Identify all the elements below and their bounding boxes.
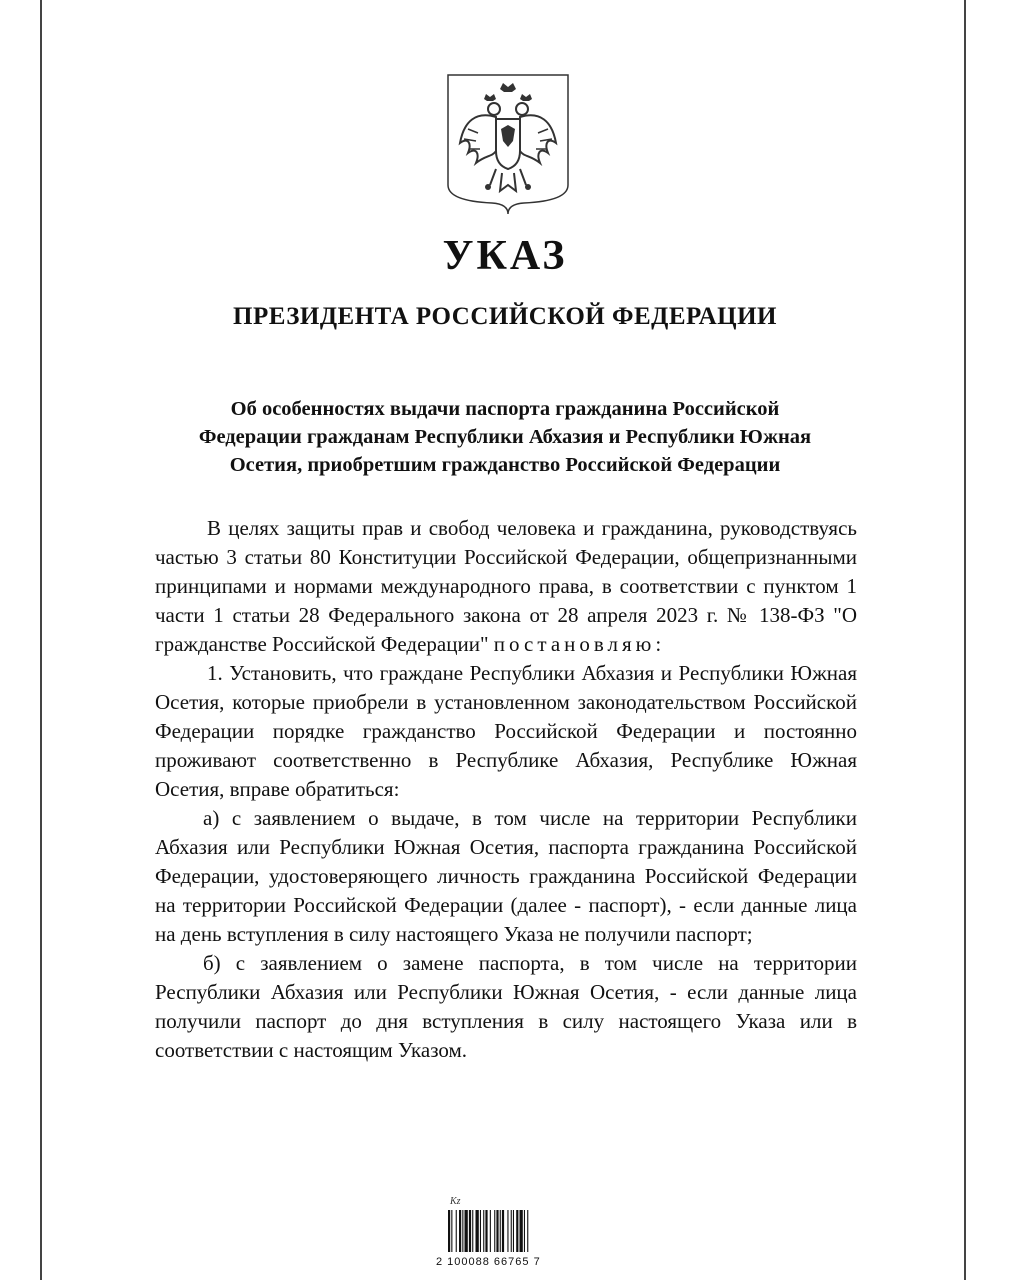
barcode-bar (451, 1210, 452, 1252)
preamble-verb: постановляю: (493, 632, 666, 656)
barcode-bar (476, 1210, 479, 1252)
barcode-bar (462, 1210, 463, 1252)
barcode-bar (502, 1210, 504, 1252)
barcode-bar (485, 1210, 487, 1252)
coat-of-arms-icon (446, 73, 570, 215)
barcode-bar (459, 1210, 461, 1252)
barcode-bar (513, 1210, 514, 1252)
barcode-bar (524, 1210, 525, 1252)
decree-issuer: ПРЕЗИДЕНТА РОССИЙСКОЙ ФЕДЕРАЦИИ (233, 303, 777, 330)
clause-1a: а) с заявлением о выдаче, в том числе на территории Республики Абхазия или Республики Южная Осетия, паспорта гражданина Российской Федерации, удостоверяющего личность гражданина Российской Федерации на территории Российской Федерации (далее - паспорт), - если данные лица на день вступления в силу настоящего Указа не получили паспорт; (155, 806, 857, 946)
heading-line: Об особенностях выдачи паспорта гражданина Российской (230, 398, 780, 420)
barcode-bar (527, 1210, 528, 1252)
clause-1b: б) с заявлением о замене паспорта, в том числе на территории Республики Абхазия или Республики Южная Осетия, - если данные лица получили паспорт до дня вступления в силу настоящего Указа или в соответствии с настоящим Указом. (155, 951, 857, 1062)
barcode-bar (516, 1210, 518, 1252)
heading-line: Федерации гражданам Республики Абхазия и Республики Южная (198, 426, 812, 448)
preamble-text: В целях защиты прав и свобод человека и гражданина, руководствуясь частью 3 статьи 80 Конституции Российской Федерации, общепризнанными принципами и нормами международного права, в соответствии с пунктом 1 части 1 статьи 28 Федерального закона от 28 апреля 2023 г. № 138-ФЗ "О гражданстве Российской Федерации" (155, 516, 857, 656)
barcode-number: 2 100088 66765 7 (436, 1256, 541, 1268)
barcode-bar (520, 1210, 523, 1252)
barcode-bar (472, 1210, 473, 1252)
barcode (436, 1194, 566, 1272)
decree-title: УКАЗ (442, 233, 568, 279)
barcode-mark: Кz (450, 1196, 461, 1207)
barcode-bar (483, 1210, 484, 1252)
barcode-bar (500, 1210, 501, 1252)
barcode-bar (490, 1210, 491, 1252)
barcode-bar (465, 1210, 468, 1252)
barcode-bar (511, 1210, 512, 1252)
page-right-edge (964, 0, 966, 1280)
barcode-bar (496, 1210, 498, 1252)
heading-line: Осетия, приобретшим гражданство Российской Федерации (229, 454, 781, 476)
preamble-paragraph (155, 514, 857, 659)
barcode-bar (448, 1210, 450, 1252)
barcode-bar (456, 1210, 457, 1252)
decree-heading (150, 395, 860, 479)
barcode-bar (507, 1210, 508, 1252)
clause-1: 1. Установить, что граждане Республики Абхазия и Республики Южная Осетия, которые приобрели в установленном законодательством Российской Федерации порядке гражданство Российской Федерации и постоянно проживают соответственно в Республике Абхазия, Республике Южная Осетия, вправе обратиться: (155, 661, 857, 801)
barcode-icon (436, 1194, 566, 1254)
barcode-bar (494, 1210, 495, 1252)
decree-body (155, 514, 857, 1065)
barcode-bar (469, 1210, 471, 1252)
barcode-bar (480, 1210, 481, 1252)
page-left-edge (40, 0, 42, 1280)
